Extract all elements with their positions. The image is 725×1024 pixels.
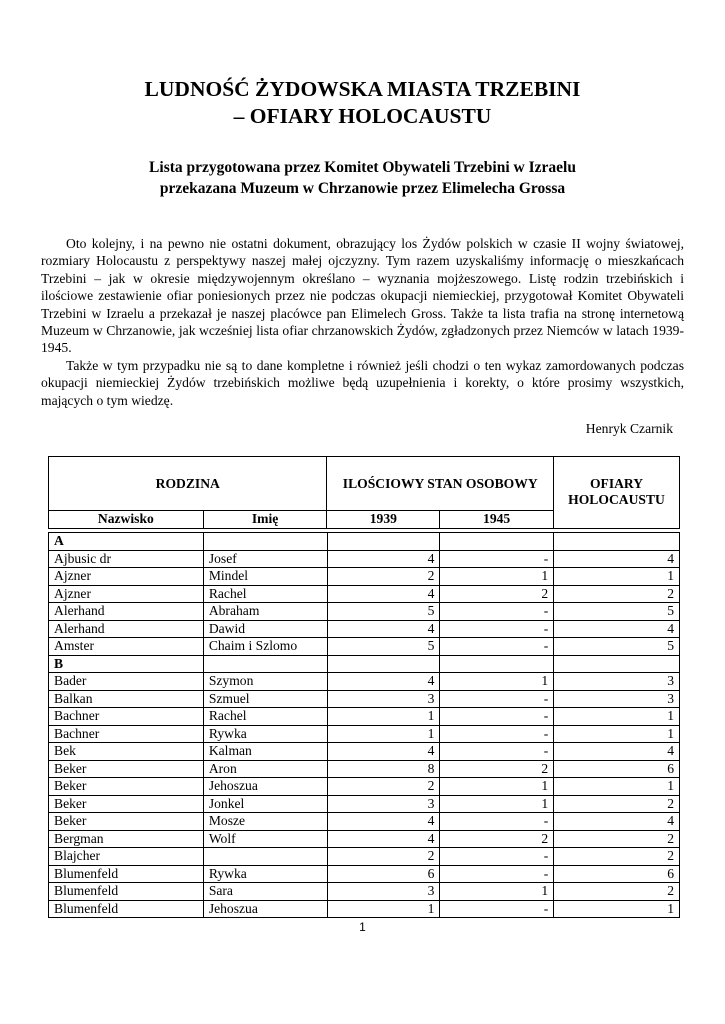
count-1945-cell: - — [440, 725, 554, 743]
count-1939-cell: 2 — [327, 848, 440, 866]
surname-cell: Bachner — [49, 708, 204, 726]
name-cell: Rachel — [203, 708, 327, 726]
name-cell: Abraham — [203, 603, 327, 621]
count-1939-cell: 3 — [327, 690, 440, 708]
header-surname: Nazwisko — [49, 511, 204, 529]
count-1945-cell: - — [440, 708, 554, 726]
name-cell: Jehoszua — [203, 778, 327, 796]
name-cell: Szymon — [203, 673, 327, 691]
victims-cell: 2 — [554, 883, 680, 901]
table-row — [49, 708, 680, 726]
header-count: ILOŚCIOWY STAN OSOBOWY — [327, 457, 554, 511]
table-row — [49, 760, 680, 778]
table-row — [49, 830, 680, 848]
table-row — [49, 690, 680, 708]
count-1939-cell: 8 — [327, 760, 440, 778]
empty-cell — [203, 655, 327, 673]
empty-cell — [554, 655, 680, 673]
surname-cell: Blumenfeld — [49, 865, 204, 883]
count-1939-cell: 4 — [327, 813, 440, 831]
victims-cell: 6 — [554, 865, 680, 883]
count-1939-cell: 4 — [327, 585, 440, 603]
empty-cell — [203, 533, 327, 551]
intro-paragraph-1: Oto kolejny, i na pewno nie ostatni dokument, obrazujący los Żydów polskich w czasie II wojny światowej, rozmiary Holocaustu z perspektywy naszej małej ojczyzny. Tym razem uzyskaliśmy informację o mieszkańcach Trzebini – jak w okresie międzywojennym określano – wyznania mojżeszowego. Listę rodzin trzebińskich i ilościowe zestawienie ofiar poniesionych przez nie podczas okupacji niemieckiej, przygotował Komitet Obywateli Trzebini w Izraelu a przekazał je naszej placówce pan Elimelech Gross. Także ta lista trafia na stronę internetową Muzeum w Chrzanowie, jak wcześniej lista ofiar chrzanowskich Żydów, zgładzonych przez Niemców w latach 1939-1945. — [41, 236, 684, 356]
table-row — [49, 848, 680, 866]
table-row — [49, 795, 680, 813]
victims-cell: 6 — [554, 760, 680, 778]
table-row — [49, 865, 680, 883]
count-1939-cell: 1 — [327, 708, 440, 726]
surname-cell: Alerhand — [49, 603, 204, 621]
surname-cell: Beker — [49, 813, 204, 831]
surname-cell: Alerhand — [49, 620, 204, 638]
document-subtitle — [0, 157, 725, 199]
name-cell: Wolf — [203, 830, 327, 848]
name-cell: Josef — [203, 550, 327, 568]
title-line-1: LUDNOŚĆ ŻYDOWSKA MIASTA TRZEBINI — [144, 77, 581, 101]
count-1939-cell: 3 — [327, 795, 440, 813]
victims-cell: 2 — [554, 830, 680, 848]
count-1939-cell: 4 — [327, 673, 440, 691]
victims-cell: 1 — [554, 568, 680, 586]
name-cell: Kalman — [203, 743, 327, 761]
surname-cell: Bergman — [49, 830, 204, 848]
count-1939-cell: 4 — [327, 743, 440, 761]
victims-cell: 5 — [554, 638, 680, 656]
count-1945-cell: 1 — [440, 795, 554, 813]
count-1945-cell: 1 — [440, 673, 554, 691]
count-1939-cell: 5 — [327, 603, 440, 621]
title-line-2: – OFIARY HOLOCAUSTU — [233, 104, 492, 128]
header-1945: 1945 — [440, 511, 554, 529]
victims-cell: 1 — [554, 778, 680, 796]
empty-cell — [440, 533, 554, 551]
table-row — [49, 550, 680, 568]
author-signature: Henryk Czarnik — [585, 421, 673, 436]
table-row — [49, 673, 680, 691]
victims-cell: 3 — [554, 673, 680, 691]
victims-cell: 2 — [554, 585, 680, 603]
name-cell: Aron — [203, 760, 327, 778]
count-1945-cell: - — [440, 603, 554, 621]
count-1945-cell: - — [440, 865, 554, 883]
subtitle-line-1: Lista przygotowana przez Komitet Obywateli Trzebini w Izraelu — [149, 159, 576, 176]
surname-cell: Blumenfeld — [49, 900, 204, 918]
count-1939-cell: 1 — [327, 725, 440, 743]
empty-cell — [554, 533, 680, 551]
name-cell — [203, 848, 327, 866]
count-1939-cell: 2 — [327, 568, 440, 586]
empty-cell — [327, 533, 440, 551]
surname-cell: Balkan — [49, 690, 204, 708]
table-row — [49, 638, 680, 656]
count-1945-cell: - — [440, 813, 554, 831]
victims-cell: 4 — [554, 620, 680, 638]
victims-cell: 2 — [554, 848, 680, 866]
empty-cell — [327, 655, 440, 673]
page-number: 1 — [359, 920, 366, 934]
table-header — [48, 456, 680, 529]
victims-table — [48, 532, 680, 918]
victims-cell: 4 — [554, 813, 680, 831]
table-row — [49, 585, 680, 603]
victims-cell: 2 — [554, 795, 680, 813]
table-row — [49, 883, 680, 901]
count-1939-cell: 4 — [327, 620, 440, 638]
count-1945-cell: 2 — [440, 585, 554, 603]
count-1939-cell: 2 — [327, 778, 440, 796]
count-1945-cell: - — [440, 550, 554, 568]
header-1939: 1939 — [327, 511, 440, 529]
count-1945-cell: - — [440, 900, 554, 918]
table-row — [49, 603, 680, 621]
name-cell: Mosze — [203, 813, 327, 831]
name-cell: Rachel — [203, 585, 327, 603]
victims-cell: 3 — [554, 690, 680, 708]
count-1945-cell: - — [440, 638, 554, 656]
intro-paragraph-2: Także w tym przypadku nie są to dane kompletne i również jeśli chodzi o ten wykaz zamordowanych podczas okupacji niemieckiej Żydów trzebińskich możliwe będą uzupełnienia i korekty, o które prosimy wszystkich, mających o tym wiedzę. — [41, 357, 684, 408]
count-1945-cell: - — [440, 848, 554, 866]
count-1939-cell: 4 — [327, 550, 440, 568]
table-row — [49, 568, 680, 586]
letter-row — [49, 655, 680, 673]
count-1945-cell: - — [440, 743, 554, 761]
name-cell: Szmuel — [203, 690, 327, 708]
header-name: Imię — [203, 511, 327, 529]
header-family: RODZINA — [49, 457, 327, 511]
name-cell: Jonkel — [203, 795, 327, 813]
subtitle-line-2: przekazana Muzeum w Chrzanowie przez Elimelecha Grossa — [159, 180, 566, 197]
surname-cell: Beker — [49, 760, 204, 778]
table-row — [49, 725, 680, 743]
surname-cell: Amster — [49, 638, 204, 656]
count-1945-cell: 1 — [440, 778, 554, 796]
victims-cell: 5 — [554, 603, 680, 621]
victims-cell: 1 — [554, 708, 680, 726]
name-cell: Sara — [203, 883, 327, 901]
name-cell: Mindel — [203, 568, 327, 586]
surname-cell: Ajbusic dr — [49, 550, 204, 568]
count-1939-cell: 3 — [327, 883, 440, 901]
count-1939-cell: 5 — [327, 638, 440, 656]
surname-cell: Ajzner — [49, 568, 204, 586]
name-cell: Dawid — [203, 620, 327, 638]
document-title — [0, 76, 725, 130]
victims-cell: 4 — [554, 743, 680, 761]
table-row — [49, 813, 680, 831]
letter-cell: A — [49, 533, 204, 551]
name-cell: Rywka — [203, 865, 327, 883]
count-1945-cell: 1 — [440, 568, 554, 586]
header-victims: OFIARY HOLOCAUSTU — [554, 457, 680, 529]
surname-cell: Blajcher — [49, 848, 204, 866]
count-1939-cell: 4 — [327, 830, 440, 848]
surname-cell: Bachner — [49, 725, 204, 743]
table-row — [49, 620, 680, 638]
count-1945-cell: 1 — [440, 883, 554, 901]
surname-cell: Bader — [49, 673, 204, 691]
victims-cell: 1 — [554, 725, 680, 743]
table-row — [49, 900, 680, 918]
count-1945-cell: 2 — [440, 830, 554, 848]
table-row — [49, 743, 680, 761]
empty-cell — [440, 655, 554, 673]
name-cell: Rywka — [203, 725, 327, 743]
count-1945-cell: 2 — [440, 760, 554, 778]
surname-cell: Blumenfeld — [49, 883, 204, 901]
surname-cell: Ajzner — [49, 585, 204, 603]
name-cell: Chaim i Szlomo — [203, 638, 327, 656]
count-1945-cell: - — [440, 690, 554, 708]
victims-cell: 4 — [554, 550, 680, 568]
count-1945-cell: - — [440, 620, 554, 638]
victims-cell: 1 — [554, 900, 680, 918]
surname-cell: Bek — [49, 743, 204, 761]
count-1939-cell: 6 — [327, 865, 440, 883]
count-1939-cell: 1 — [327, 900, 440, 918]
surname-cell: Beker — [49, 778, 204, 796]
letter-cell: B — [49, 655, 204, 673]
letter-row — [49, 533, 680, 551]
intro-text — [41, 235, 684, 409]
name-cell: Jehoszua — [203, 900, 327, 918]
surname-cell: Beker — [49, 795, 204, 813]
table-row — [49, 778, 680, 796]
